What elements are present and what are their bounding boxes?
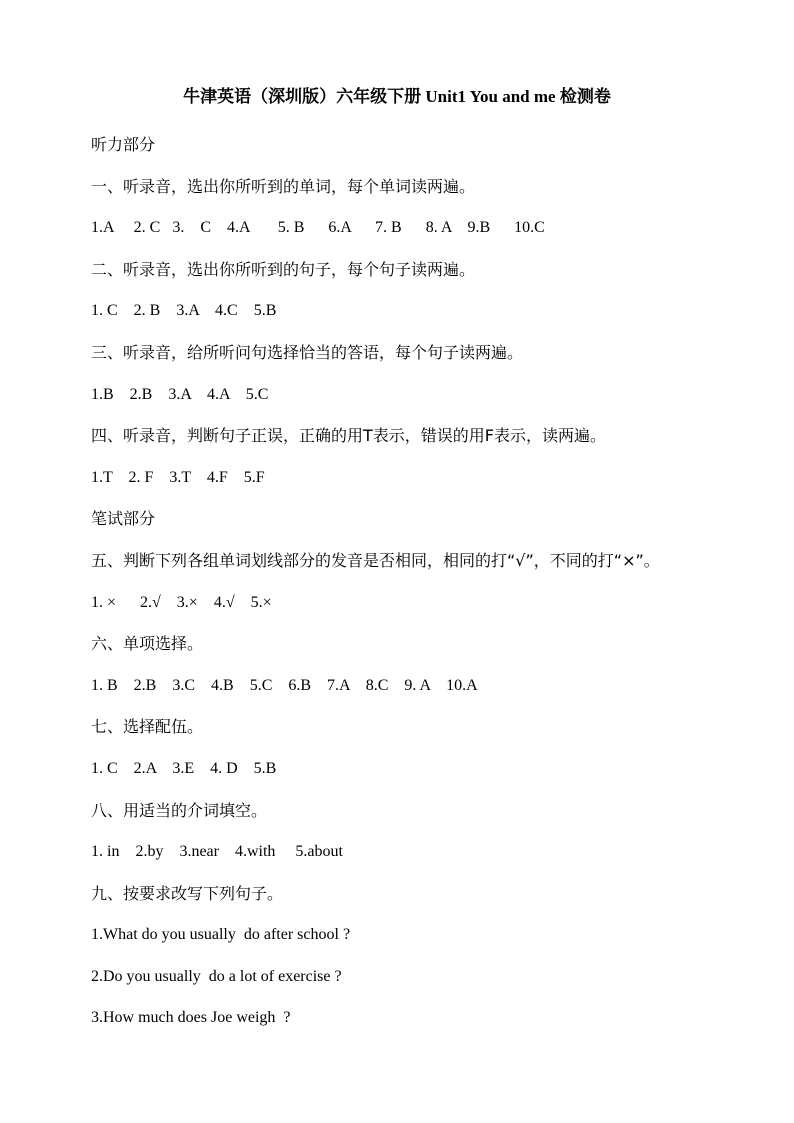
section-heading-listening: 听力部分 — [91, 135, 156, 154]
question-4-instruction: 四、听录音，判断句子正误，正确的用T表示，错误的用F表示，读两遍。 — [91, 426, 606, 446]
question-2-instruction: 二、听录音，选出你所听到的句子，每个句子读两遍。 — [91, 259, 476, 279]
document-title: 牛津英语（深圳版）六年级下册 Unit1 You and me 检测卷 — [183, 87, 611, 106]
question-1-instruction: 一、听录音，选出你所听到的单词，每个单词读两遍。 — [91, 176, 476, 196]
question-9-instruction: 九、按要求改写下列句子。 — [91, 883, 284, 903]
question-7-answers: 1. C 2.A 3.E 4. D 5.B — [91, 759, 277, 777]
question-8-instruction: 八、用适当的介词填空。 — [91, 800, 268, 820]
question-4-answers: 1.T 2. F 3.T 4.F 5.F — [91, 468, 265, 486]
question-8-answers: 1. in 2.by 3.near 4.with 5.about — [91, 843, 343, 861]
question-9-answer-3: 3.How much does Joe weigh ? — [91, 1009, 291, 1027]
section-heading-written: 笔试部分 — [91, 509, 156, 529]
document-body — [91, 124, 731, 1039]
question-6-instruction: 六、单项选择。 — [91, 634, 204, 654]
question-3-instruction: 三、听录音，给所听问句选择恰当的答语，每个句子读两遍。 — [91, 342, 524, 362]
question-1-answers: 1.A 2. C 3. C 4.A 5. B 6.A 7. B 8. A 9.B 10.C — [91, 219, 545, 237]
question-9-answer-2: 2.Do you usually do a lot of exercise ? — [91, 967, 342, 985]
question-9-answer-1: 1.What do you usually do after school ? — [91, 926, 351, 944]
question-5-answers: 1. × 2.√ 3.× 4.√ 5.× — [91, 593, 272, 611]
question-3-answers: 1.B 2.B 3.A 4.A 5.C — [91, 385, 269, 403]
question-6-answers: 1. B 2.B 3.C 4.B 5.C 6.B 7.A 8.C 9. A 10.A — [91, 676, 478, 694]
question-2-answers: 1. C 2. B 3.A 4.C 5.B — [91, 302, 277, 320]
question-5-instruction: 五、判断下列各组单词划线部分的发音是否相同，相同的打“√”，不同的打“×”。 — [91, 550, 660, 570]
question-7-instruction: 七、选择配伍。 — [91, 717, 204, 737]
